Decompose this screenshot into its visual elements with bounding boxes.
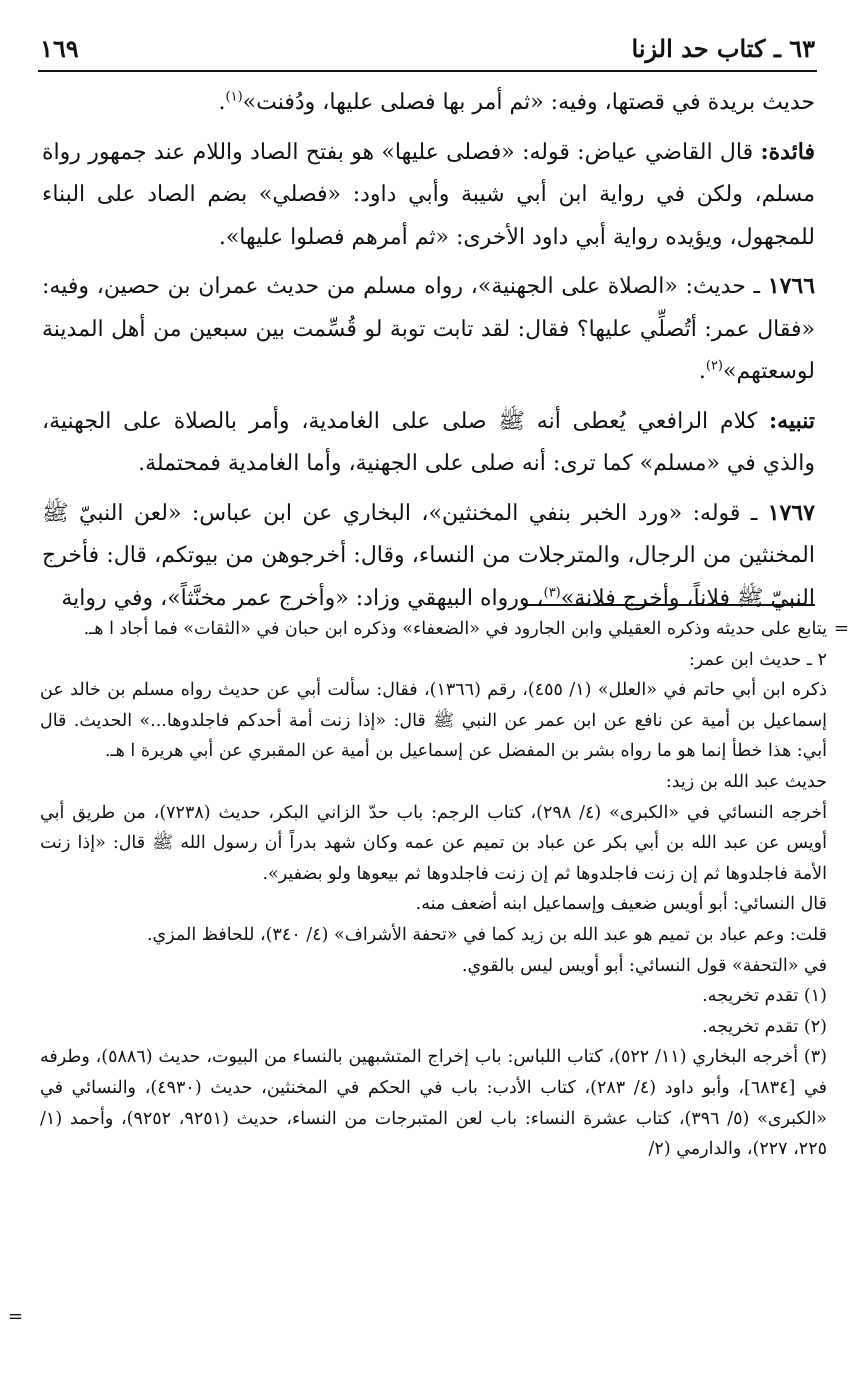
footnote-ref: (٣) bbox=[543, 585, 561, 601]
page-number: ١٦٩ bbox=[40, 33, 79, 63]
footnote-3: (٣) أخرجه البخاري (١١/ ٥٢٢)، كتاب اللباس: باب إخراج المتشبهين بالنساء من البيوت، حديث (٥٨٨٦)، وطرفه في [٦٨٣٤]، وأبو داود (٤/ ٢٨٣)، كتاب الأدب: باب في الحكم في المخنثين، حديث (٤٩٣٠)، والنسائي في «الكبرى» (٥/ ٣٩٦)، كتاب عشرة النساء: باب لعن المتبرجات من النساء، حديث (٩٢٥١، ٩٢٥٢)، وأحمد (١/ ٢٢٥، ٢٢٧)، والدارمي (٢/ bbox=[40, 1047, 827, 1160]
note-line: قال النسائي: أبو أويس ضعيف وإسماعيل ابنه أضعف منه. bbox=[415, 894, 827, 915]
running-title: ٦٣ ـ كتاب حد الزنا bbox=[631, 33, 815, 63]
note-line: ذكره ابن أبي حاتم في «العلل» (١/ ٤٥٥)، رقم (١٣٦٦)، فقال: سألت أبي عن حديث رواه مسلم بن خالد عن إسماعيل بن أمية عن نافع عن ابن عمر عن النبي ﷺ قال: «إذا زنت أمة أحدكم فاجلدوها...» الحديث. قال أبي: هذا خطأ إنما هو ما رواه بشر بن المفضل عن إسماعيل بن أمية عن المقبري عن أبي هريرة ا هـ. bbox=[40, 680, 827, 762]
continuation-mark: = bbox=[833, 618, 849, 639]
faida-label: فائدة: bbox=[760, 138, 815, 165]
note-line: يتابع على حديثه وذكره العقيلي وابن الجارود في «الضعفاء» وذكره ابن حبان في «الثقات» فما أجاد ا هـ. bbox=[83, 619, 827, 639]
note-heading: حديث عبد الله بن زيد: bbox=[665, 771, 827, 792]
page-header bbox=[40, 28, 815, 68]
note-line: في «التحفة» قول النسائي: أبو أويس ليس بالقوي. bbox=[461, 955, 827, 976]
hadith-number: ١٧٦٦ bbox=[767, 273, 816, 299]
footnote-ref: (١) bbox=[225, 89, 243, 105]
paragraph-buraida: حديث بريدة في قصتها، وفيه: «ثم أمر بها فصلى عليها، ودُفنت»$^{(١)}$. bbox=[218, 89, 815, 115]
header-divider bbox=[38, 70, 817, 72]
footnote-2: (٢) تقدم تخريجه. bbox=[702, 1016, 827, 1037]
hadith-number: ١٧٦٧ bbox=[767, 499, 815, 526]
paragraph-tanbih: تنبيه: كلام الرافعي يُعطى أنه ﷺ صلى على الغامدية، وأمر بالصلاة على الجهنية، والذي في «مسلم» كما ترى: أنه صلى على الجهنية، وأما الغامدية فمحتملة. bbox=[42, 407, 815, 476]
note-line: أخرجه النسائي في «الكبرى» (٤/ ٢٩٨)، كتاب الرجم: باب حدّ الزاني البكر، حديث (٧٢٣٨)، من طريق أبي أويس عن عبد الله بن أبي بكر عن عباد بن تميم عن عمه وكان شهد بدراً أن رسول الله ﷺ قال: «إذا زنت الأمة فاجلدوها ثم إن زنت فاجلدوها ثم إن زنت فاجلدوها ثم بيعوها ولو بضفير». bbox=[40, 802, 827, 884]
footnotes bbox=[40, 614, 827, 1165]
footnote-1: (١) تقدم تخريجه. bbox=[702, 986, 827, 1007]
hadith-1766: ١٧٦٦ ـ حديث: «الصلاة على الجهنية»، رواه مسلم من حديث عمران بن حصين، وفيه: «فقال عمر: أتُصلِّي عليها؟ فقال: لقد تابت توبة لو قُسِّمت بين سبعين من أهل المدينة لوسعتهم»$^{(٢)}$. bbox=[42, 273, 816, 384]
note-line: قلت: وعم عباد بن تميم هو عبد الله بن زيد كما في «تحفة الأشراف» (٤/ ٣٤٠)، للحافظ المزي. bbox=[146, 924, 827, 945]
tanbih-label: تنبيه: bbox=[769, 407, 815, 434]
footnote-ref: (٢) bbox=[705, 358, 723, 374]
footnote-divider bbox=[523, 604, 815, 606]
hadith-1767: ١٧٦٧ ـ قوله: «ورد الخبر بنفي المخنثين»، البخاري عن ابن عباس: «لعن النبيّ ﷺ المخنثين من الرجال، والمترجلات من النساء، وقال: أخرجوهن من بيوتكم، قال: فأخرج النبيّ ﷺ فلاناً، وأخرج فلانة»$^{(٣)}$، ورواه البيهقي وزاد: «وأخرج عمر مخنَّثاً»، وفي رواية bbox=[42, 499, 815, 611]
continued-mark: = bbox=[8, 1306, 24, 1327]
note-heading: ٢ ـ حديث ابن عمر: bbox=[688, 649, 827, 670]
main-text bbox=[42, 82, 815, 624]
paragraph-faida: فائدة: قال القاضي عياض: قوله: «فصلى عليها» هو بفتح الصاد واللام عند جمهور رواة مسلم، ولكن في رواية ابن أبي شيبة وأبي داود: «فصلي» بضم الصاد على البناء للمجهول، ويؤيده رواية أبي داود الأخرى: «ثم أمرهم فصلوا عليها». bbox=[42, 138, 815, 250]
